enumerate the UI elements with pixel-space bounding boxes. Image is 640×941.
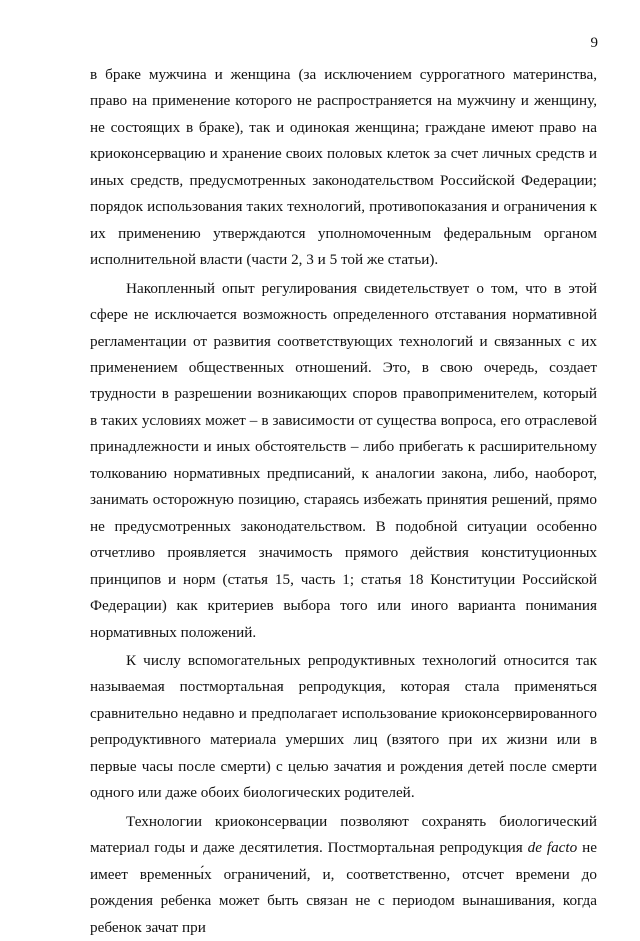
paragraph-4 <box>90 809 597 941</box>
paragraph-1: в браке мужчина и женщина (за исключением суррогатного материнства, право на применение которого не распространяется на мужчину и женщину, не состоящих в браке), так и одинокая женщина; граждане имеют право на криоконсервацию и хранение своих половых клеток за счет личных средств и иных средств, предусмотренных законодательством Российской Федерации; порядок использования таких технологий, противопоказания и ограничения к их применению утверждаются уполномоченным федеральным органом исполнительной власти (части 2, 3 и 5 той же статьи). <box>90 66 597 269</box>
paragraph-3: К числу вспомогательных репродуктивных технологий относится так называемая постмортальная репродукция, которая стала применяться сравнительно недавно и предполагает использование криоконсервированного репродуктивного материала умерших лиц (взятого при их жизни или в первые часы после смерти) с целью зачатия и рождения детей после смерти одного или даже обоих биологических родителей. <box>90 651 597 802</box>
paragraph-4-italic-term: de facto <box>527 839 578 857</box>
document-body <box>90 62 597 941</box>
page-number: 9 <box>590 35 598 51</box>
paragraph-4-text-start: Технологии криоконсервации позволяют сохранять биологический материал годы и даже десятилетия. Постмортальная репродукция <box>90 812 597 857</box>
paragraph-2: Накопленный опыт регулирования свидетельствует о том, что в этой сфере не исключается возможность определенного отставания нормативной регламентации от развития соответствующих технологий и связанных с их применением общественных отношений. Это, в свою очередь, создает трудности в разрешении возникающих споров правоприменителем, который в таких условиях может – в зависимости от существа вопроса, его отраслевой принадлежности и иных обстоятельств – либо прибегать к расширительному толкованию нормативных предписаний, к аналогии закона, либо, наоборот, занимать осторожную позицию, стараясь избежать принятия решений, прямо не предусмотренных законодательством. В подобной ситуации особенно отчетливо проявляется значимость прямого действия конституционных принципов и норм (статья 15, часть 1; статья 18 Конституции Российской Федерации) как критериев выбора того или иного варианта понимания нормативных положений. <box>90 279 597 641</box>
paragraph-4-text-end: не имеет временны́х ограничений, и, соответственно, отсчет времени до рождения ребенка может быть связан не с периодом вынашивания, когда ребенок зачат при <box>90 839 598 936</box>
